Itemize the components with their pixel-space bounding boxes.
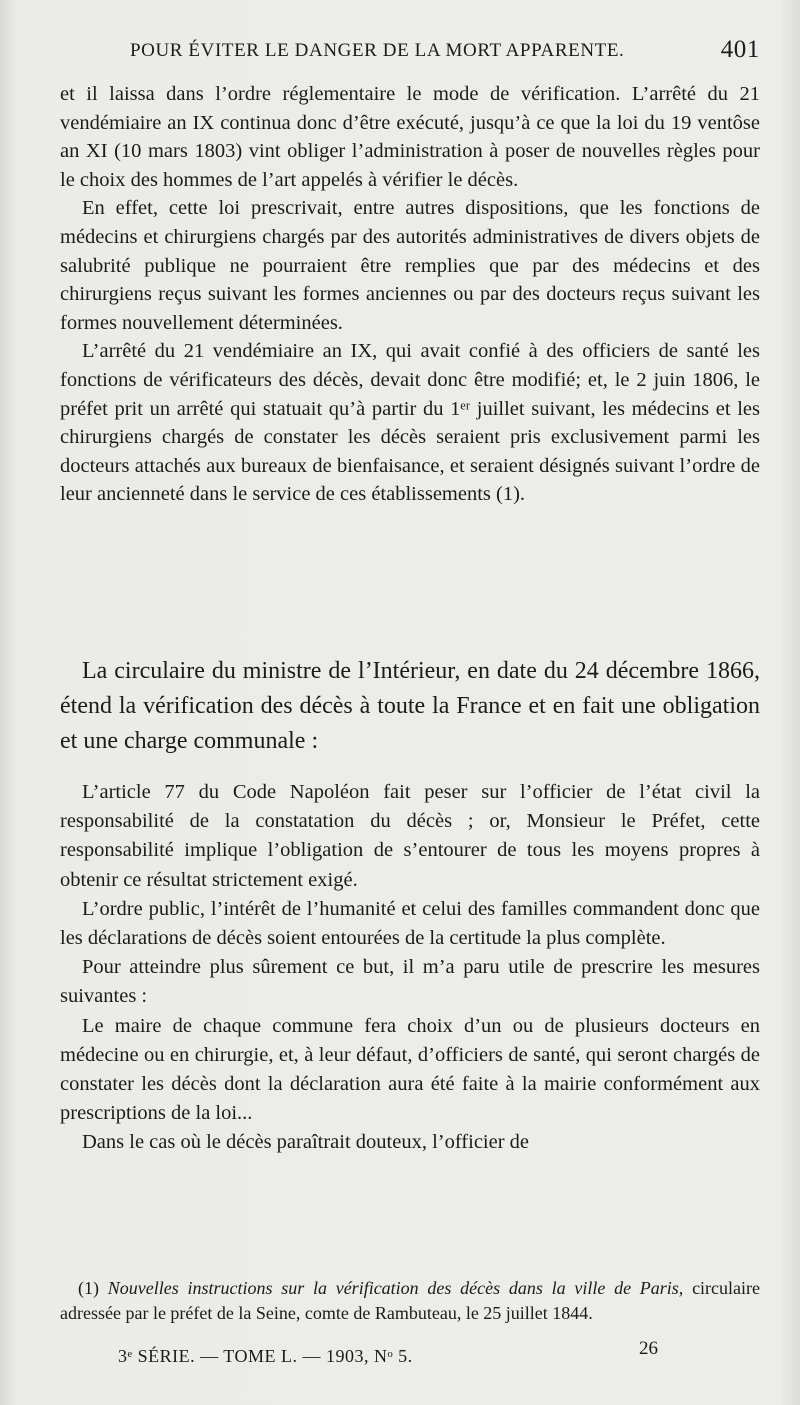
- footnote-marker: (1): [78, 1278, 99, 1298]
- paragraph: Dans le cas où le décès paraîtrait douteux, l’officier de: [82, 1131, 530, 1154]
- running-title: POUR ÉVITER LE DANGER DE LA MORT APPARENTE.: [130, 40, 625, 61]
- page-number: 401: [720, 36, 760, 63]
- paragraph: Le maire de chaque commune fera choix d’un ou de plusieurs docteurs en médecine ou en chirurgie, et, à leur défaut, d’officiers de santé, qui seront chargés de constater les décès dont la déclaration aura été faite à la mairie conformément aux prescriptions de la loi...: [60, 1014, 760, 1125]
- paragraph: Pour atteindre plus sûrement ce but, il m’a paru utile de prescrire les mesures suivantes :: [60, 956, 760, 1008]
- paragraph: et il laissa dans l’ordre réglementaire le mode de vérification. L’arrêté du 21 vendémiaire an IX continua donc d’être exécuté, jusqu’à ce que la loi du 19 ventôse an XI (10 mars 1803) vint obliger l’administration à poser de nouvelles règles pour le choix des hommes de l’art appelés à vérifier le décès.: [60, 83, 760, 191]
- footnote: [60, 1258, 760, 1343]
- circular-intro: [60, 654, 760, 760]
- circular-quote: [60, 778, 760, 1158]
- running-header: [130, 38, 760, 68]
- paragraph-large: La circulaire du ministre de l’Intérieur, en date du 24 décembre 1866, étend la vérification des décès à toute la France et en fait une obligation et une charge communale :: [60, 658, 760, 755]
- body-text-top: [60, 80, 760, 509]
- paragraph: L’article 77 du Code Napoléon fait peser sur l’officier de l’état civil la responsabilité de la constatation du décès ; or, Monsieur le Préfet, cette responsabilité implique l’obligation de s’entourer de tous les moyens propres à obtenir ce résultat strictement exigé.: [60, 781, 760, 891]
- signature-number: 26: [639, 1338, 658, 1359]
- page-footer: [118, 1338, 658, 1366]
- paragraph: L’arrêté du 21 vendémiaire an IX, qui avait confié à des officiers de santé les fonctions de vérificateurs des décès, devait donc être modifié; et, le 2 juin 1806, le préfet prit un arrêté qui statuait qu’à partir du 1ᵉʳ juillet suivant, les médecins et les chirurgiens chargés de constater les décès seraient pris exclusivement parmi les docteurs attachés aux bureaux de bienfaisance, et seraient désignés suivant l’ordre de leur ancienneté dans le service de ces établissements (1).: [60, 340, 760, 506]
- footnote-title: Nouvelles instructions sur la vérification des décès dans la ville de Paris,: [107, 1278, 684, 1298]
- footnote-text: circulaire adressée par le préfet de la Seine, comte de Rambuteau, le 25 juillet 1844.: [60, 1278, 761, 1323]
- series-line: 3ᵉ SÉRIE. — TOME L. — 1903, Nᵒ 5.: [118, 1346, 413, 1366]
- paragraph: En effet, cette loi prescrivait, entre autres dispositions, que les fonctions de médecins et chirurgiens chargés par des autorités administratives de divers objets de salubrité publique ne pourraient être remplies que par des médecins et des chirurgiens reçus suivant les formes anciennes ou par des docteurs reçus suivant les formes nouvellement déterminées.: [60, 197, 760, 334]
- paragraph: L’ordre public, l’intérêt de l’humanité et celui des familles commandent donc que les déclarations de décès soient entourées de la certitude la plus complète.: [60, 897, 760, 950]
